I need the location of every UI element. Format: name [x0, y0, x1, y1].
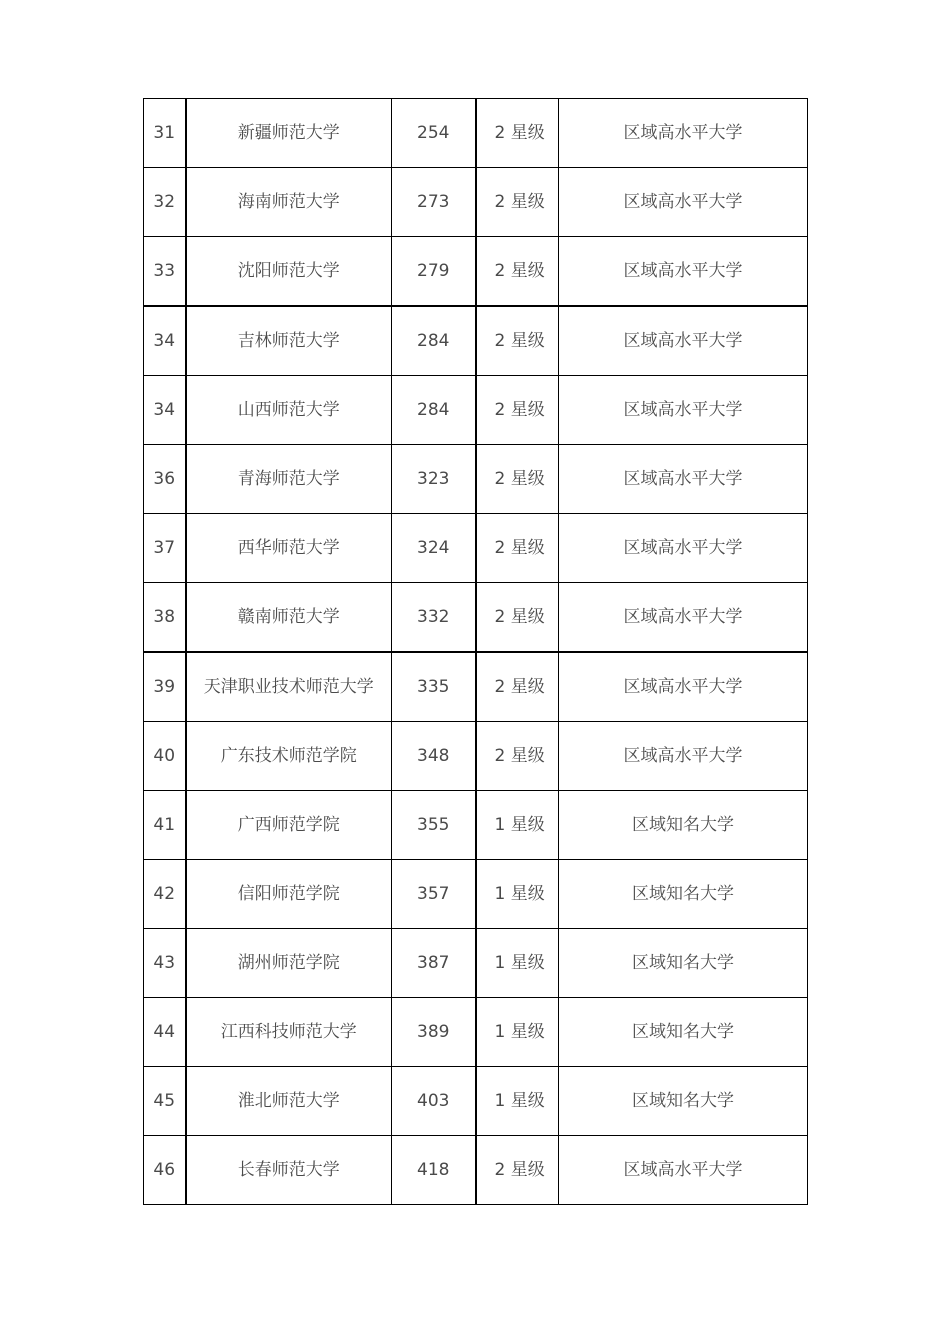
level-cell: 区域知名大学	[559, 1067, 808, 1136]
score-cell: 403	[392, 1067, 476, 1136]
table-row	[144, 168, 808, 237]
star-level-cell: 2 星级	[476, 652, 559, 722]
star-level-cell: 1 星级	[476, 1067, 559, 1136]
level-cell: 区域知名大学	[559, 791, 808, 860]
table-row	[144, 237, 808, 307]
star-level-cell: 2 星级	[476, 99, 559, 168]
level-cell: 区域知名大学	[559, 929, 808, 998]
university-name-cell: 山西师范大学	[186, 376, 392, 445]
rank-cell: 42	[144, 860, 186, 929]
score-cell: 335	[392, 652, 476, 722]
rank-cell: 33	[144, 237, 186, 307]
score-cell: 254	[392, 99, 476, 168]
star-level-cell: 2 星级	[476, 445, 559, 514]
university-name-cell: 广东技术师范学院	[186, 722, 392, 791]
level-cell: 区域高水平大学	[559, 99, 808, 168]
table-row	[144, 1136, 808, 1205]
score-cell: 284	[392, 306, 476, 376]
rank-cell: 34	[144, 306, 186, 376]
rank-cell: 32	[144, 168, 186, 237]
star-level-cell: 2 星级	[476, 583, 559, 653]
university-name-cell: 广西师范学院	[186, 791, 392, 860]
university-name-cell: 沈阳师范大学	[186, 237, 392, 307]
star-level-cell: 2 星级	[476, 376, 559, 445]
table-row	[144, 306, 808, 376]
university-name-cell: 吉林师范大学	[186, 306, 392, 376]
rank-cell: 46	[144, 1136, 186, 1205]
table-row	[144, 998, 808, 1067]
score-cell: 323	[392, 445, 476, 514]
score-cell: 279	[392, 237, 476, 307]
rank-cell: 31	[144, 99, 186, 168]
score-cell: 418	[392, 1136, 476, 1205]
score-cell: 357	[392, 860, 476, 929]
table-row	[144, 445, 808, 514]
rank-cell: 39	[144, 652, 186, 722]
table-row	[144, 722, 808, 791]
university-name-cell: 湖州师范学院	[186, 929, 392, 998]
university-name-cell: 长春师范大学	[186, 1136, 392, 1205]
university-name-cell: 天津职业技术师范大学	[186, 652, 392, 722]
star-level-cell: 1 星级	[476, 998, 559, 1067]
score-cell: 348	[392, 722, 476, 791]
rank-cell: 45	[144, 1067, 186, 1136]
level-cell: 区域高水平大学	[559, 376, 808, 445]
star-level-cell: 2 星级	[476, 168, 559, 237]
score-cell: 389	[392, 998, 476, 1067]
rank-cell: 36	[144, 445, 186, 514]
level-cell: 区域高水平大学	[559, 652, 808, 722]
ranking-table-body	[144, 99, 808, 1205]
university-name-cell: 信阳师范学院	[186, 860, 392, 929]
star-level-cell: 1 星级	[476, 929, 559, 998]
score-cell: 273	[392, 168, 476, 237]
level-cell: 区域高水平大学	[559, 722, 808, 791]
star-level-cell: 1 星级	[476, 860, 559, 929]
rank-cell: 38	[144, 583, 186, 653]
university-name-cell: 青海师范大学	[186, 445, 392, 514]
table-row	[144, 929, 808, 998]
star-level-cell: 2 星级	[476, 514, 559, 583]
level-cell: 区域知名大学	[559, 860, 808, 929]
university-name-cell: 淮北师范大学	[186, 1067, 392, 1136]
star-level-cell: 2 星级	[476, 722, 559, 791]
rank-cell: 34	[144, 376, 186, 445]
score-cell: 355	[392, 791, 476, 860]
level-cell: 区域高水平大学	[559, 168, 808, 237]
level-cell: 区域知名大学	[559, 998, 808, 1067]
level-cell: 区域高水平大学	[559, 237, 808, 307]
university-name-cell: 新疆师范大学	[186, 99, 392, 168]
star-level-cell: 2 星级	[476, 237, 559, 307]
score-cell: 387	[392, 929, 476, 998]
rank-cell: 41	[144, 791, 186, 860]
table-row	[144, 791, 808, 860]
star-level-cell: 2 星级	[476, 1136, 559, 1205]
level-cell: 区域高水平大学	[559, 306, 808, 376]
table-row	[144, 1067, 808, 1136]
table-row	[144, 583, 808, 653]
table-row	[144, 860, 808, 929]
rank-cell: 43	[144, 929, 186, 998]
ranking-table	[143, 98, 808, 1205]
level-cell: 区域高水平大学	[559, 445, 808, 514]
star-level-cell: 1 星级	[476, 791, 559, 860]
table-row	[144, 376, 808, 445]
score-cell: 284	[392, 376, 476, 445]
rank-cell: 37	[144, 514, 186, 583]
score-cell: 332	[392, 583, 476, 653]
rank-cell: 44	[144, 998, 186, 1067]
university-name-cell: 海南师范大学	[186, 168, 392, 237]
university-name-cell: 赣南师范大学	[186, 583, 392, 653]
university-name-cell: 江西科技师范大学	[186, 998, 392, 1067]
star-level-cell: 2 星级	[476, 306, 559, 376]
table-row	[144, 514, 808, 583]
rank-cell: 40	[144, 722, 186, 791]
table-row	[144, 99, 808, 168]
level-cell: 区域高水平大学	[559, 583, 808, 653]
level-cell: 区域高水平大学	[559, 1136, 808, 1205]
university-name-cell: 西华师范大学	[186, 514, 392, 583]
table-row	[144, 652, 808, 722]
score-cell: 324	[392, 514, 476, 583]
level-cell: 区域高水平大学	[559, 514, 808, 583]
